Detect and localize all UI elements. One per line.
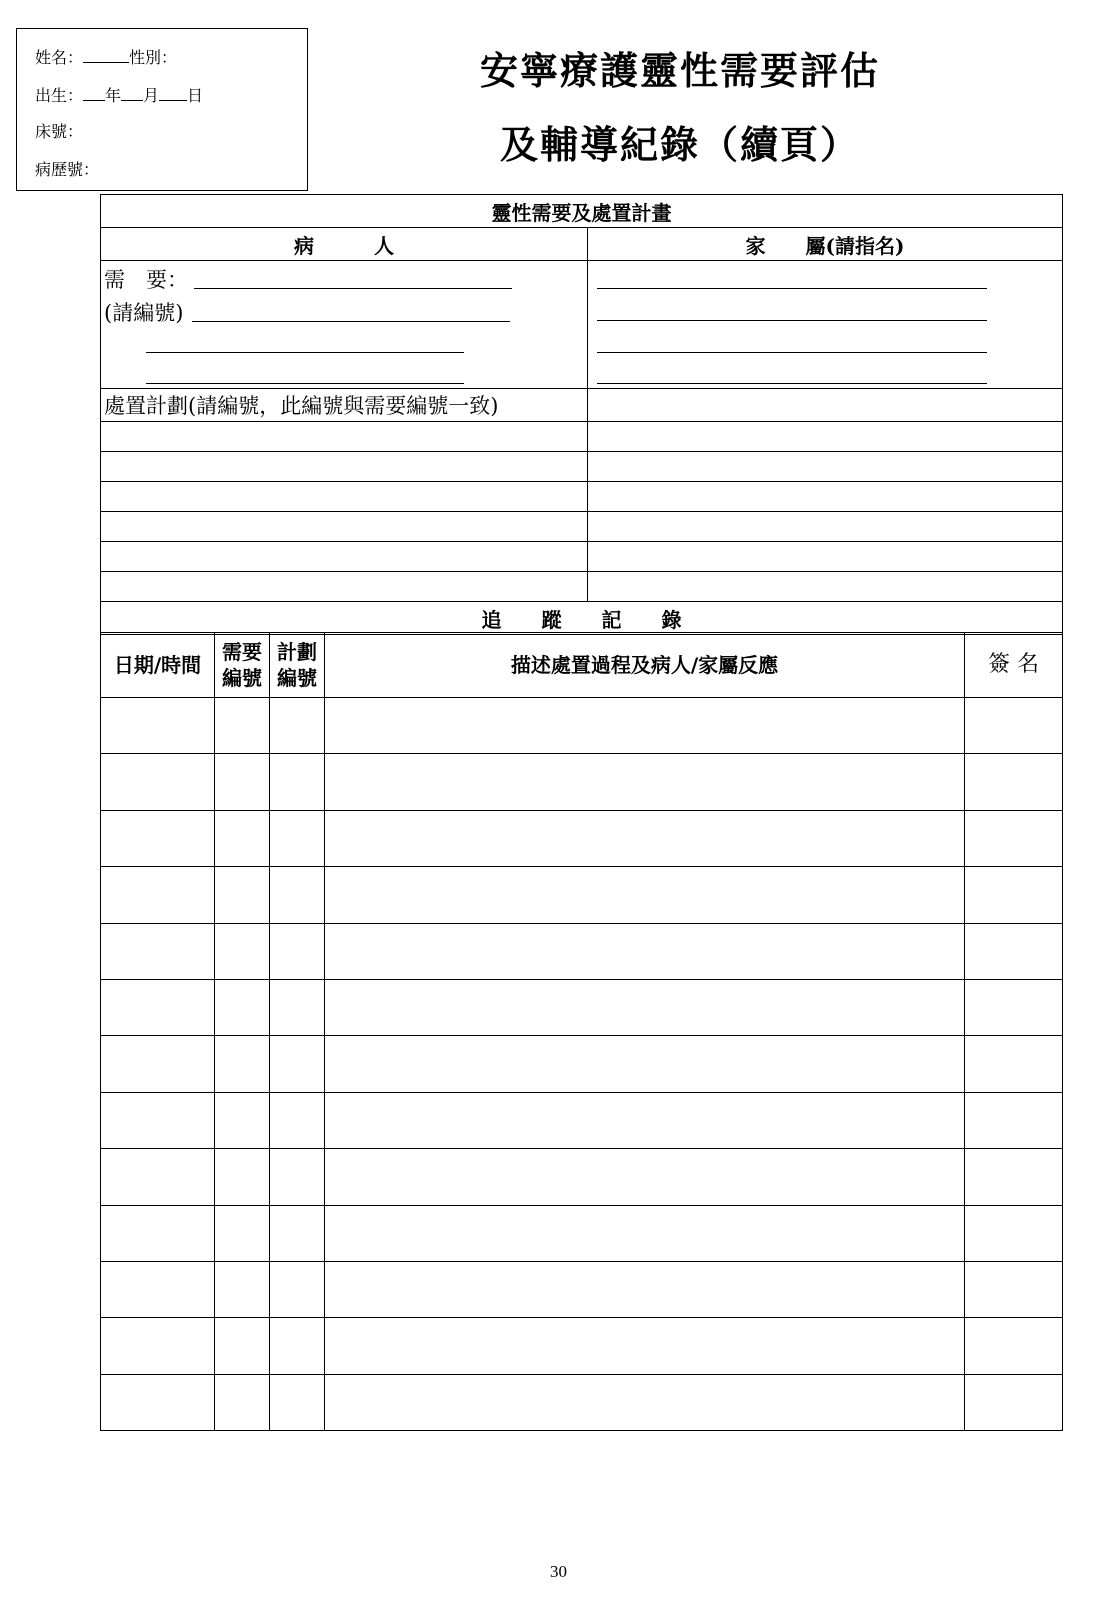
signature-cell[interactable] [965, 923, 1063, 979]
plan-number-cell[interactable] [270, 1092, 325, 1148]
table-row [101, 979, 1063, 1035]
patient-plan-row[interactable] [101, 452, 588, 482]
day-label: 日 [187, 86, 204, 105]
track-record-header: 追 蹤 記 錄 [101, 602, 1063, 635]
date-cell[interactable] [101, 1374, 215, 1430]
family-plan-cell[interactable] [588, 389, 1063, 422]
family-plan-row[interactable] [588, 542, 1063, 572]
date-cell[interactable] [101, 754, 215, 810]
needs-line-1[interactable] [194, 288, 512, 289]
date-cell[interactable] [101, 1261, 215, 1317]
plan-number-cell[interactable] [270, 867, 325, 923]
need-number-cell[interactable] [215, 810, 270, 866]
family-line-3[interactable] [597, 352, 987, 353]
signature-cell[interactable] [965, 1261, 1063, 1317]
plan-number-cell[interactable] [270, 1036, 325, 1092]
need-number-cell[interactable] [215, 1149, 270, 1205]
description-header: 描述處置過程及病人/家屬反應 [325, 633, 965, 698]
family-column-header: 家 屬(請指名) [588, 228, 1063, 261]
family-line-1[interactable] [597, 288, 987, 289]
birth-month-field[interactable] [121, 84, 143, 101]
table-row [101, 923, 1063, 979]
spiritual-plan-table [100, 194, 1063, 635]
plan-number-header [270, 633, 325, 698]
name-field[interactable] [83, 46, 129, 63]
bed-line [35, 119, 83, 142]
patient-plan-row[interactable] [101, 512, 588, 542]
table-row [101, 1092, 1063, 1148]
table-row [101, 754, 1063, 810]
date-cell[interactable] [101, 1092, 215, 1148]
patient-plan-row[interactable] [101, 422, 588, 452]
date-cell[interactable] [101, 979, 215, 1035]
page-number: 30 [550, 1562, 567, 1581]
month-label: 月 [143, 86, 160, 105]
need-number-header-line2: 編號 [222, 666, 262, 690]
date-cell[interactable] [101, 923, 215, 979]
year-label: 年 [105, 86, 122, 105]
description-cell[interactable] [325, 1149, 965, 1205]
need-number-cell[interactable] [215, 1092, 270, 1148]
table-row [101, 1149, 1063, 1205]
table-row [101, 810, 1063, 866]
family-needs-cell[interactable] [588, 261, 1063, 389]
need-number-header [215, 633, 270, 698]
date-cell[interactable] [101, 867, 215, 923]
page-title-line2: 及輔導紀錄（續頁） [499, 122, 860, 167]
need-number-cell[interactable] [215, 1261, 270, 1317]
birth-label: 出生： [35, 86, 84, 105]
plan-number-cell[interactable] [270, 1205, 325, 1261]
signature-cell[interactable] [965, 1205, 1063, 1261]
patient-plan-row[interactable] [101, 482, 588, 512]
gender-label: 性別： [129, 48, 178, 67]
follow-up-rows [101, 698, 1063, 1431]
plan-number-cell[interactable] [270, 1261, 325, 1317]
bed-label: 床號： [35, 122, 84, 141]
family-plan-row[interactable] [588, 512, 1063, 542]
need-number-header-line1: 需要 [222, 640, 262, 664]
family-line-4[interactable] [597, 383, 987, 384]
needs-label: 需 要： [104, 268, 188, 292]
table-row [101, 698, 1063, 754]
description-cell[interactable] [325, 754, 965, 810]
need-number-cell[interactable] [215, 1036, 270, 1092]
description-cell[interactable] [325, 979, 965, 1035]
patient-plan-row[interactable] [101, 572, 588, 602]
description-cell[interactable] [325, 810, 965, 866]
plan-number-cell[interactable] [270, 1149, 325, 1205]
plan-table-header: 靈性需要及處置計畫 [101, 195, 1063, 228]
patient-plan-row[interactable] [101, 542, 588, 572]
needs-line-2[interactable] [192, 321, 510, 322]
page-title-line1: 安寧療護靈性需要評估 [479, 48, 880, 93]
plan-number-cell[interactable] [270, 810, 325, 866]
description-cell[interactable] [325, 1261, 965, 1317]
plan-number-cell[interactable] [270, 754, 325, 810]
need-number-cell[interactable] [215, 1374, 270, 1430]
table-row [101, 867, 1063, 923]
signature-cell[interactable] [965, 1092, 1063, 1148]
signature-cell[interactable] [965, 754, 1063, 810]
follow-up-table [100, 632, 1063, 1431]
chart-line [35, 157, 99, 180]
signature-cell[interactable] [965, 698, 1063, 754]
name-label: 姓名： [35, 48, 84, 67]
family-plan-row[interactable] [588, 452, 1063, 482]
description-cell[interactable] [325, 923, 965, 979]
description-cell[interactable] [325, 1374, 965, 1430]
patient-needs-cell[interactable] [101, 261, 588, 389]
date-cell[interactable] [101, 1205, 215, 1261]
plan-number-header-line1: 計劃 [277, 640, 317, 664]
need-number-cell[interactable] [215, 923, 270, 979]
needs-line-3[interactable] [146, 352, 464, 353]
numbering-hint: (請編號) [104, 301, 184, 325]
chart-number-label: 病歷號： [35, 160, 100, 179]
table-row [101, 1261, 1063, 1317]
date-cell[interactable] [101, 698, 215, 754]
table-row [101, 1374, 1063, 1430]
birth-line [35, 83, 203, 106]
signature-cell[interactable] [965, 810, 1063, 866]
need-number-cell[interactable] [215, 1205, 270, 1261]
plan-number-cell[interactable] [270, 1374, 325, 1430]
need-number-cell[interactable] [215, 754, 270, 810]
signature-header: 簽 名 [965, 633, 1063, 698]
birth-day-field[interactable] [159, 84, 187, 101]
needs-line-4[interactable] [146, 383, 464, 384]
plan-number-cell[interactable] [270, 698, 325, 754]
description-cell[interactable] [325, 698, 965, 754]
signature-cell[interactable] [965, 1149, 1063, 1205]
need-number-cell[interactable] [215, 867, 270, 923]
patient-info-box [16, 28, 308, 191]
patient-column-header: 病 人 [101, 228, 588, 261]
family-plan-row[interactable] [588, 572, 1063, 602]
need-number-cell[interactable] [215, 698, 270, 754]
description-cell[interactable] [325, 1318, 965, 1374]
description-cell[interactable] [325, 1205, 965, 1261]
family-plan-row[interactable] [588, 422, 1063, 452]
plan-number-cell[interactable] [270, 1318, 325, 1374]
date-cell[interactable] [101, 1036, 215, 1092]
family-line-2[interactable] [597, 320, 987, 321]
table-row [101, 1205, 1063, 1261]
description-cell[interactable] [325, 1036, 965, 1092]
plan-number-header-line2: 編號 [277, 666, 317, 690]
need-number-cell[interactable] [215, 979, 270, 1035]
plan-label: 處置計劃(請編號，此編號與需要編號一致) [101, 389, 588, 422]
signature-cell[interactable] [965, 1036, 1063, 1092]
need-number-cell[interactable] [215, 1318, 270, 1374]
signature-cell[interactable] [965, 979, 1063, 1035]
plan-number-cell[interactable] [270, 923, 325, 979]
description-cell[interactable] [325, 1092, 965, 1148]
table-row [101, 1036, 1063, 1092]
date-cell[interactable] [101, 1149, 215, 1205]
signature-cell[interactable] [965, 1374, 1063, 1430]
table-row [101, 1318, 1063, 1374]
signature-cell[interactable] [965, 1318, 1063, 1374]
date-cell[interactable] [101, 1318, 215, 1374]
family-plan-row[interactable] [588, 482, 1063, 512]
date-cell[interactable] [101, 810, 215, 866]
signature-cell[interactable] [965, 867, 1063, 923]
date-time-header: 日期/時間 [101, 633, 215, 698]
name-gender-line [35, 45, 177, 68]
birth-year-field[interactable] [83, 84, 105, 101]
plan-number-cell[interactable] [270, 979, 325, 1035]
description-cell[interactable] [325, 867, 965, 923]
